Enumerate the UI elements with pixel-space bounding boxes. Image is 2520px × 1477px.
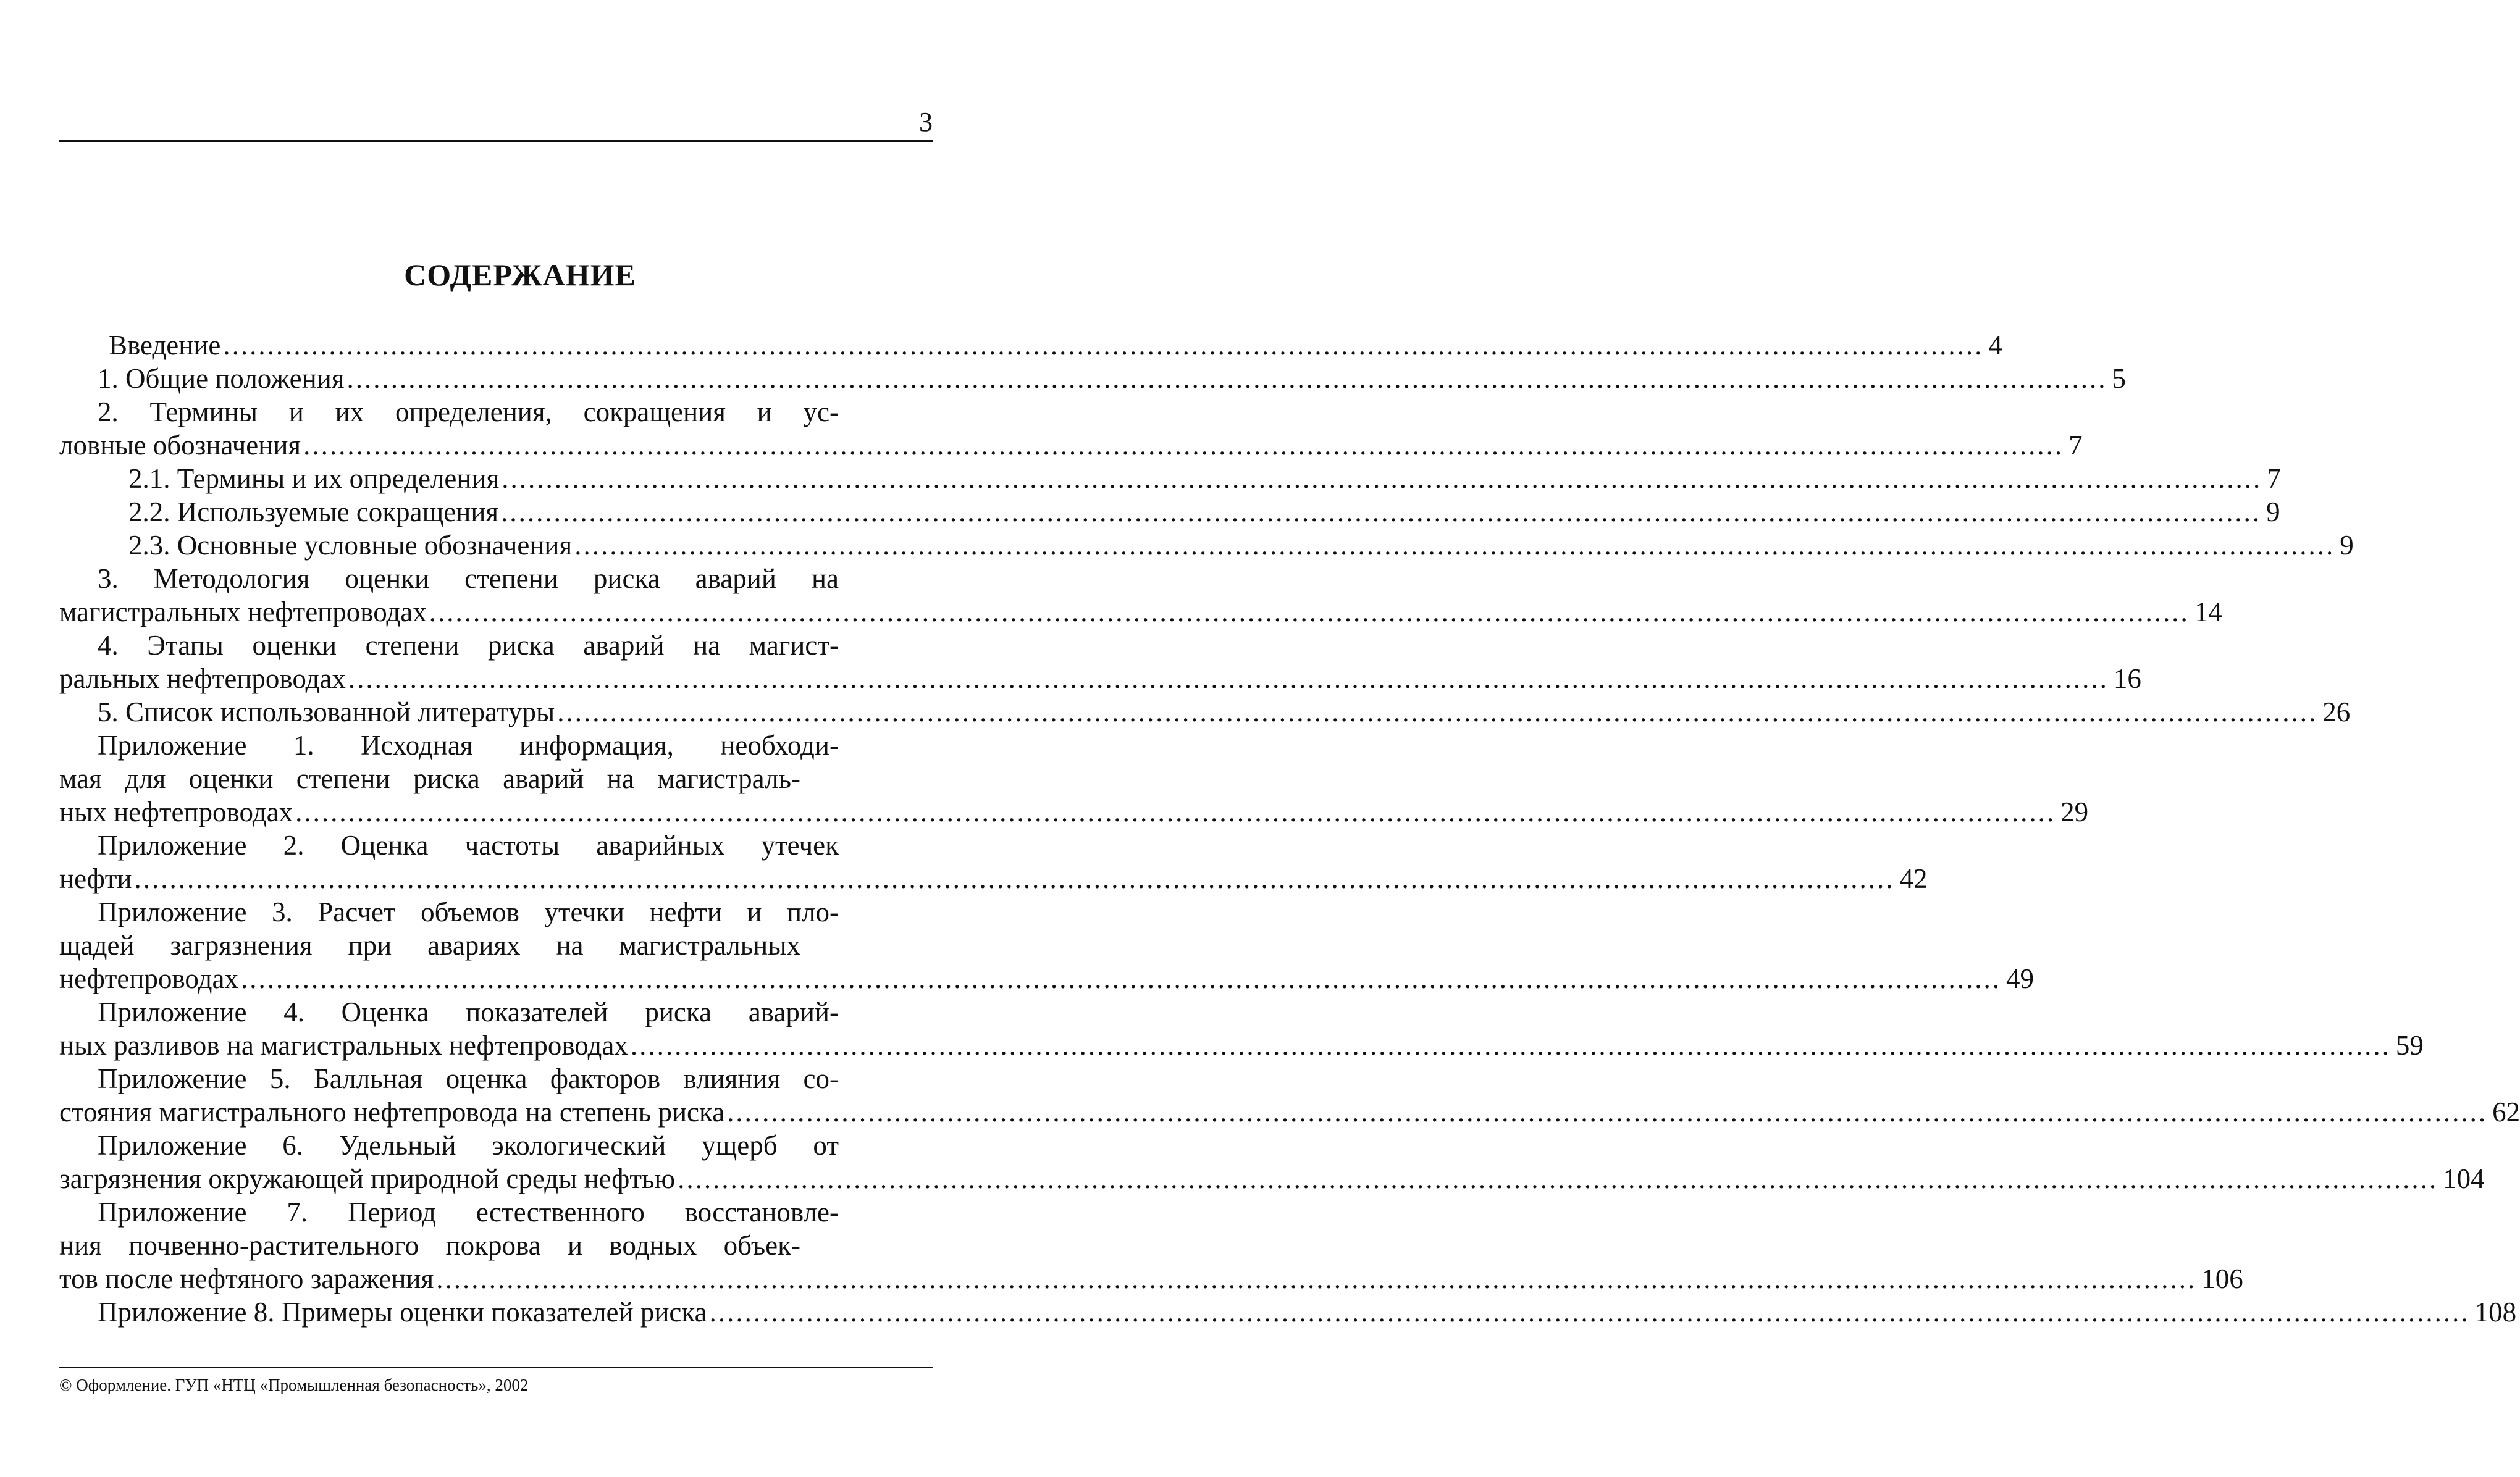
- toc-page-number: 14: [2194, 596, 2222, 627]
- toc-entry: [59, 462, 2281, 495]
- toc-entry-text: щадей загрязнения при авариях на магистральных: [59, 930, 800, 961]
- toc-entry-text: ловные обозначения: [59, 430, 301, 461]
- toc-entry: [59, 495, 2280, 529]
- toc-line: [59, 395, 935, 429]
- toc-entry: [59, 895, 2034, 995]
- toc-entry: [59, 995, 2424, 1062]
- toc-entry: [59, 1062, 2520, 1129]
- toc-line: [59, 1062, 935, 1095]
- dot-leader: ........................................................................................................................................................................................................: [678, 1163, 2438, 1194]
- toc-entry: [59, 529, 2354, 562]
- toc-entry-text: 2.1. Термины и их определения: [128, 463, 500, 494]
- toc-entry: [59, 729, 2089, 829]
- dot-leader: ........................................................................................................................................................................................................: [241, 963, 2001, 994]
- dot-leader: ........................................................................................................................................................................................................: [574, 530, 2335, 561]
- toc-page-number: 16: [2113, 663, 2141, 694]
- toc-entry-text: 1. Общие положения: [98, 363, 345, 394]
- toc-entry-text: 2. Термины и их определения, сокращения и ус-: [98, 396, 839, 427]
- toc-line: [59, 695, 2351, 729]
- toc-entry: [59, 1129, 2485, 1195]
- toc-line: [59, 1195, 935, 1229]
- toc-line: [59, 1095, 2520, 1129]
- toc-entry-text: Приложение 1. Исходная информация, необходи-: [98, 730, 839, 761]
- toc-line: [59, 1295, 2517, 1329]
- copyright-footer: © Оформление. ГУП «НТЦ «Промышленная безопасность», 2002: [59, 1376, 529, 1394]
- toc-line: [59, 795, 2089, 829]
- dot-leader: ........................................................................................................................................................................................................: [436, 1263, 2197, 1294]
- dot-leader: ........................................................................................................................................................................................................: [303, 430, 2064, 461]
- toc-line: [59, 462, 2281, 495]
- toc-entry-text: Приложение 6. Удельный экологический ущерб от: [98, 1130, 839, 1161]
- toc-entry-text: ных нефтепроводах: [59, 797, 293, 827]
- toc-entry-text: 5. Список использованной литературы: [98, 697, 555, 727]
- toc-line: [59, 729, 935, 762]
- toc-page-number: 62: [2492, 1097, 2520, 1128]
- toc-line: [59, 1229, 935, 1262]
- header-rule: [59, 140, 933, 142]
- toc-entry-text: Приложение 5. Балльная оценка факторов влияния со-: [98, 1063, 839, 1094]
- dot-leader: ........................................................................................................................................................................................................: [295, 797, 2056, 827]
- toc-page-number: 106: [2201, 1263, 2243, 1294]
- toc-page-number: 5: [2112, 363, 2127, 394]
- toc-line: [59, 1262, 2243, 1295]
- dot-leader: ........................................................................................................................................................................................................: [709, 1297, 2470, 1328]
- toc-page-number: 42: [1899, 863, 1928, 894]
- toc-line: [59, 629, 935, 662]
- toc-entry: [59, 362, 2127, 395]
- toc-entry-text: 3. Методология оценки степени риска аварий на: [98, 563, 839, 594]
- toc-line: [59, 328, 2002, 362]
- dot-leader: ........................................................................................................................................................................................................: [727, 1097, 2488, 1128]
- toc-line: [59, 595, 2222, 629]
- dot-leader: ........................................................................................................................................................................................................: [346, 363, 2107, 394]
- toc-entry: [59, 1295, 2517, 1329]
- toc-entry-text: ния почвенно-растительного покрова и водных объек-: [59, 1230, 800, 1261]
- dot-leader: ........................................................................................................................................................................................................: [501, 496, 2262, 527]
- toc-entry-text: 2.3. Основные условные обозначения: [128, 530, 573, 561]
- toc-entry-text: ных разливов на магистральных нефтепроводах: [59, 1030, 628, 1061]
- toc-entry-text: стояния магистрального нефтепровода на степень риска: [59, 1097, 725, 1128]
- dot-leader: ........................................................................................................................................................................................................: [502, 463, 2262, 494]
- toc-page-number: 4: [1988, 330, 2002, 361]
- toc-line: [59, 929, 935, 962]
- toc-line: [59, 529, 2354, 562]
- toc-line: [59, 495, 2280, 529]
- toc-line: [59, 1129, 935, 1162]
- toc-entry-text: тов после нефтяного заражения: [59, 1263, 434, 1294]
- toc-line: [59, 562, 935, 595]
- toc-page-number: 59: [2395, 1030, 2424, 1061]
- toc-entry: [59, 1195, 2243, 1295]
- toc-line: [59, 995, 935, 1029]
- toc-line: [59, 1162, 2485, 1195]
- toc-entry: [59, 562, 2222, 629]
- dot-leader: ........................................................................................................................................................................................................: [429, 596, 2190, 627]
- toc-page-number: 26: [2322, 697, 2351, 727]
- toc-entry: [59, 829, 1928, 895]
- toc-entry-text: Приложение 7. Период естественного восстановле-: [98, 1197, 839, 1228]
- toc-entry-text: загрязнения окружающей природной среды нефтью: [59, 1163, 676, 1194]
- table-of-contents: [59, 328, 2520, 1329]
- toc-entry-text: Приложение 3. Расчет объемов утечки нефти и пло-: [98, 897, 839, 927]
- dot-leader: ........................................................................................................................................................................................................: [223, 330, 1984, 361]
- toc-line: [59, 362, 2127, 395]
- toc-page-number: 29: [2060, 797, 2089, 827]
- toc-line: [59, 829, 935, 862]
- toc-entry: [59, 395, 2083, 462]
- toc-entry-text: 4. Этапы оценки степени риска аварий на магист-: [98, 630, 839, 661]
- toc-entry-text: 2.2. Используемые сокращения: [128, 496, 499, 527]
- toc-line: [59, 962, 2034, 995]
- toc-page-number: 108: [2474, 1297, 2517, 1328]
- toc-entry-text: Приложение 2. Оценка частоты аварийных утечек: [98, 830, 839, 861]
- toc-page-number: 104: [2443, 1163, 2485, 1194]
- toc-entry-text: нефтепроводах: [59, 963, 238, 994]
- toc-entry: [59, 328, 2002, 362]
- toc-entry-text: нефти: [59, 863, 132, 894]
- toc-line: [59, 429, 2083, 462]
- toc-entry-text: Приложение 4. Оценка показателей риска аварий-: [98, 997, 839, 1027]
- dot-leader: ........................................................................................................................................................................................................: [134, 863, 1895, 894]
- toc-line: [59, 862, 1928, 895]
- toc-entry-text: магистральных нефтепроводах: [59, 596, 427, 627]
- toc-entry: [59, 695, 2351, 729]
- toc-page-number: 7: [2267, 463, 2281, 494]
- toc-line: [59, 662, 2141, 695]
- dot-leader: ........................................................................................................................................................................................................: [630, 1030, 2391, 1061]
- toc-page-number: 9: [2340, 530, 2354, 561]
- toc-entry-text: мая для оценки степени риска аварий на магистраль-: [59, 763, 800, 794]
- footer-rule: [59, 1367, 933, 1368]
- dot-leader: ........................................................................................................................................................................................................: [348, 663, 2109, 694]
- toc-page-number: 9: [2266, 496, 2280, 527]
- toc-line: [59, 762, 935, 795]
- toc-entry-text: ральных нефтепроводах: [59, 663, 346, 694]
- page-title: СОДЕРЖАНИЕ: [404, 257, 636, 292]
- toc-line: [59, 1029, 2424, 1062]
- toc-entry: [59, 629, 2141, 695]
- dot-leader: ........................................................................................................................................................................................................: [557, 697, 2318, 727]
- toc-entry-text: Приложение 8. Примеры оценки показателей риска: [98, 1297, 707, 1328]
- toc-page-number: 7: [2068, 430, 2083, 461]
- page-number: 3: [919, 107, 933, 137]
- toc-line: [59, 895, 935, 929]
- toc-entry-text: Введение: [109, 330, 221, 361]
- toc-page-number: 49: [2006, 963, 2034, 994]
